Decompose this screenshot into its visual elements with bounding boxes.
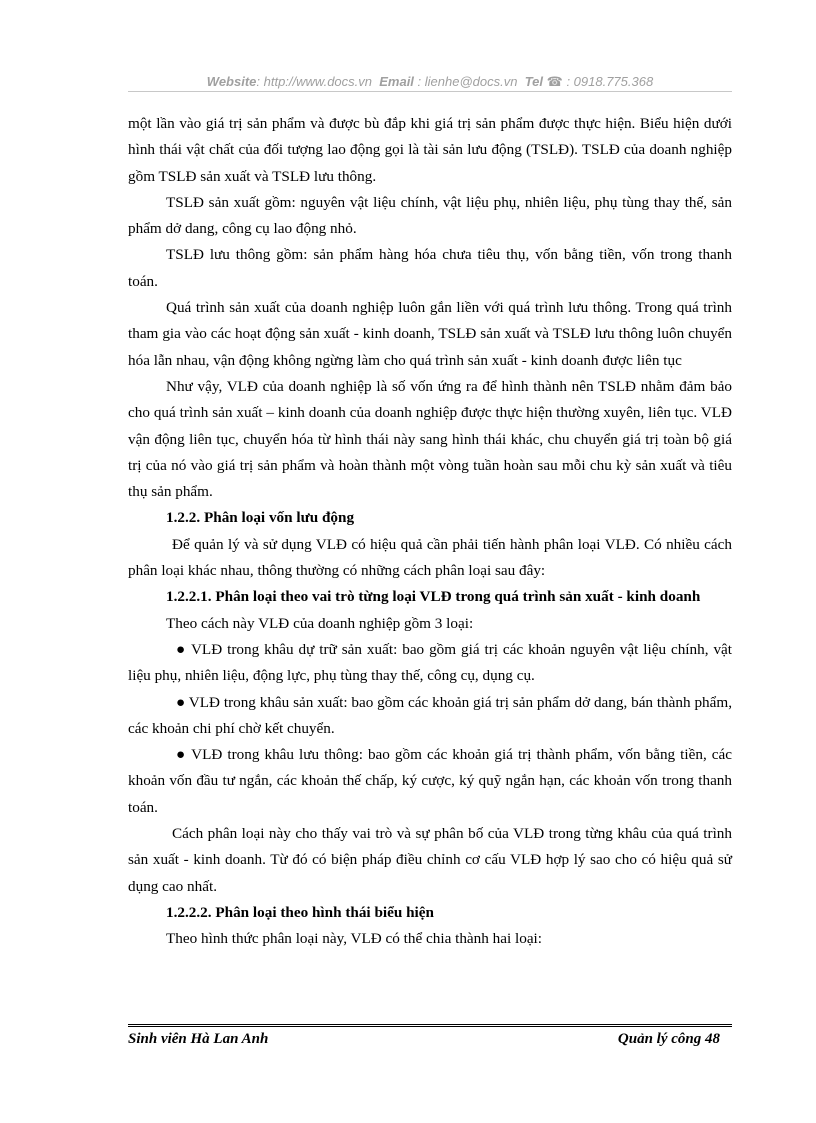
section-heading: 1.2.2.2. Phân loại theo hình thái biểu hiện bbox=[166, 903, 434, 921]
page-footer bbox=[128, 1024, 732, 1048]
bullet-item: ● VLĐ trong khâu lưu thông: bao gồm các khoản giá trị thành phẩm, vốn bằng tiền, các khoản vốn đầu tư ngắn, các khoản thế chấp, ký cược, ký quỹ ngắn hạn, các khoản vốn trong thanh toán. bbox=[128, 746, 732, 816]
bullet-item: ● VLĐ trong khâu dự trữ sản xuất: bao gồm giá trị các khoản nguyên vật liệu chính, vật liệu phụ, nhiên liệu, động lực, phụ tùng thay thế, công cụ, dụng cụ. bbox=[128, 640, 732, 685]
website-url: : http://www.docs.vn bbox=[256, 74, 372, 89]
paragraph: TSLĐ lưu thông gồm: sản phẩm hàng hóa chưa tiêu thụ, vốn bằng tiền, vốn trong thanh toán. bbox=[128, 246, 732, 290]
tel-label: Tel bbox=[524, 74, 544, 89]
email-address: : lienhe@docs.vn bbox=[417, 74, 518, 89]
section-heading: 1.2.2. Phân loại vốn lưu động bbox=[166, 509, 355, 527]
page-header bbox=[128, 74, 732, 92]
footer-class: Quản lý công 48 bbox=[617, 1031, 720, 1047]
paragraph: Như vậy, VLĐ của doanh nghiệp là số vốn ứng ra để hình thành nên TSLĐ nhằm đảm bảo cho quá trình sản xuất – kinh doanh của doanh nghiệp được thực hiện thường xuyên, liên tục. VLĐ vận động liên tục, chuyển hóa từ hình thái này sang hình thái khác, chu chuyển giá trị toàn bộ giá trị của nó vào giá trị sản phẩm và hoàn thành một vòng tuần hoàn sau mỗi chu kỳ sản xuất và tiêu thụ sản phẩm. bbox=[128, 377, 732, 501]
paragraph: Cách phân loại này cho thấy vai trò và sự phân bố của VLĐ trong từng khâu của quá trình sản xuất - kinh doanh. Từ đó có biện pháp điều chỉnh cơ cấu VLĐ hợp lý sao cho có hiệu quả sử dụng cao nhất. bbox=[128, 825, 732, 895]
paragraph: Theo hình thức phân loại này, VLĐ có thể chia thành hai loại: bbox=[166, 930, 543, 948]
email-label: Email bbox=[379, 74, 414, 89]
paragraph: Quá trình sản xuất của doanh nghiệp luôn gắn liền với quá trình lưu thông. Trong quá trình tham gia vào các hoạt động sản xuất - kinh doanh, TSLĐ sản xuất và TSLĐ lưu thông luôn chuyển hóa lẫn nhau, vận động không ngừng làm cho quá trình sản xuất - kinh doanh được liên tục bbox=[128, 299, 732, 369]
paragraph: Theo cách này VLĐ của doanh nghiệp gồm 3 loại: bbox=[166, 614, 474, 632]
website-label: Website bbox=[206, 74, 257, 89]
footer-author: Sinh viên Hà Lan Anh bbox=[128, 1031, 269, 1047]
section-heading: 1.2.2.1. Phân loại theo vai trò từng loại VLĐ trong quá trình sản xuất - kinh doanh bbox=[166, 588, 701, 606]
paragraph: Để quản lý và sử dụng VLĐ có hiệu quả cần phải tiến hành phân loại VLĐ. Có nhiều cách phân loại khác nhau, thông thường có những cách phân loại sau đây: bbox=[128, 535, 732, 580]
paragraph: một lần vào giá trị sản phẩm và được bù đắp khi giá trị sản phẩm được thực hiện. Biểu hiện dưới hình thái vật chất của đối tượng lao động gọi là tài sản lưu động (TSLĐ). TSLĐ của doanh nghiệp gồm TSLĐ sản xuất và TSLĐ lưu thông. bbox=[128, 115, 732, 185]
tel-number: ☎ : 0918.775.368 bbox=[546, 74, 654, 89]
bullet-item: ● VLĐ trong khâu sản xuất: bao gồm các khoản giá trị sản phẩm dở dang, bán thành phẩm, các khoản chi phí chờ kết chuyển. bbox=[128, 693, 732, 737]
document-body bbox=[128, 111, 732, 953]
paragraph: TSLĐ sản xuất gồm: nguyên vật liệu chính, vật liệu phụ, nhiên liệu, phụ tùng thay thế, sản phẩm dở dang, công cụ lao động nhỏ. bbox=[128, 193, 732, 238]
